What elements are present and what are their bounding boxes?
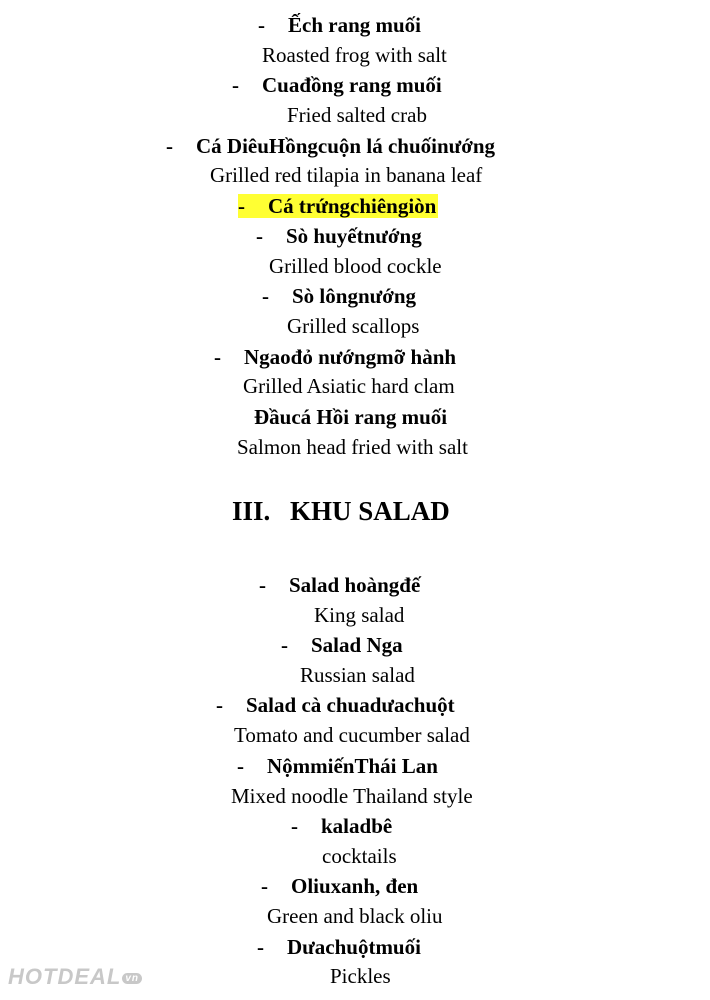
dish-name-vi: Salad Nga xyxy=(311,633,403,657)
dish-name-en: Roasted frog with salt xyxy=(262,43,447,67)
dish-name-en: Grilled red tilapia in banana leaf xyxy=(210,163,483,187)
list-item-vi-highlighted xyxy=(238,193,438,219)
dish-name-en: Grilled Asiatic hard clam xyxy=(243,374,455,398)
list-item-vi xyxy=(261,873,418,899)
list-item-vi xyxy=(257,934,421,960)
dish-name-vi: kaladbê xyxy=(321,814,393,838)
dish-name-vi: NộmmiếnThái Lan xyxy=(267,754,438,778)
section-number: III. xyxy=(232,496,271,526)
bullet-dash: - xyxy=(238,194,245,218)
dish-name-vi: Salad cà chuadưachuột xyxy=(246,693,455,717)
dish-name-vi: Cuađồng rang muối xyxy=(262,73,442,97)
list-item-vi xyxy=(258,12,421,38)
bullet-dash: - xyxy=(262,284,269,308)
hotdeal-watermark xyxy=(8,964,142,990)
bullet-dash: - xyxy=(259,573,266,597)
dish-name-vi: Salad hoàngđế xyxy=(289,573,421,597)
dish-name-vi: Cá DiêuHồngcuộn lá chuốinướng xyxy=(196,134,496,158)
section-title: KHU SALAD xyxy=(290,496,450,526)
bullet-dash: - xyxy=(256,224,263,248)
highlight-mark xyxy=(238,194,438,218)
dish-name-en: Fried salted crab xyxy=(287,103,427,127)
bullet-dash: - xyxy=(258,13,265,37)
dish-name-en: Green and black oliu xyxy=(267,904,443,928)
bullet-dash: - xyxy=(261,874,268,898)
bullet-dash: - xyxy=(216,693,223,717)
dish-name-en: Grilled blood cockle xyxy=(269,254,442,278)
dish-name-vi: Sò huyếtnướng xyxy=(286,224,422,248)
dish-name-vi: Oliuxanh, đen xyxy=(291,874,419,898)
bullet-dash: - xyxy=(214,345,221,369)
list-item-vi xyxy=(216,692,455,718)
list-item-vi xyxy=(259,572,420,598)
dish-name-en: cocktails xyxy=(322,844,397,868)
bullet-dash: - xyxy=(281,633,288,657)
dish-name-vi: Dưachuộtmuối xyxy=(287,935,421,959)
watermark-suffix: vn xyxy=(122,973,142,984)
dish-name-vi: Sò lôngnướng xyxy=(292,284,417,308)
dish-name-en: King salad xyxy=(314,603,405,627)
list-item-vi xyxy=(232,72,442,98)
dish-name-vi: Ếch rang muối xyxy=(288,13,422,37)
dish-name-en: Grilled scallops xyxy=(287,314,420,338)
list-item-vi xyxy=(256,223,422,249)
dish-name-en: Pickles xyxy=(330,964,391,988)
watermark-text: HOTDEAL xyxy=(8,964,122,989)
dish-name-vi: Cá trứngchiêngiòn xyxy=(268,194,437,218)
dish-name-vi: Đầucá Hồi rang muối xyxy=(254,405,448,429)
bullet-dash: - xyxy=(237,754,244,778)
dish-name-en: Tomato and cucumber salad xyxy=(234,723,470,747)
section-heading xyxy=(232,494,450,528)
list-item-vi xyxy=(237,753,438,779)
dish-name-en: Salmon head fried with salt xyxy=(237,435,468,459)
dish-name-en: Mixed noodle Thailand style xyxy=(231,784,473,808)
list-item-vi xyxy=(166,133,495,159)
list-item-vi xyxy=(254,404,447,430)
list-item-vi xyxy=(291,813,392,839)
bullet-dash: - xyxy=(291,814,298,838)
bullet-dash: - xyxy=(166,134,173,158)
list-item-vi xyxy=(281,632,403,658)
bullet-dash: - xyxy=(232,73,239,97)
list-item-vi xyxy=(214,344,456,370)
list-item-vi xyxy=(262,283,416,309)
dish-name-en: Russian salad xyxy=(300,663,415,687)
bullet-dash: - xyxy=(257,935,264,959)
dish-name-vi: Ngaođỏ nướngmỡ hành xyxy=(244,345,457,369)
